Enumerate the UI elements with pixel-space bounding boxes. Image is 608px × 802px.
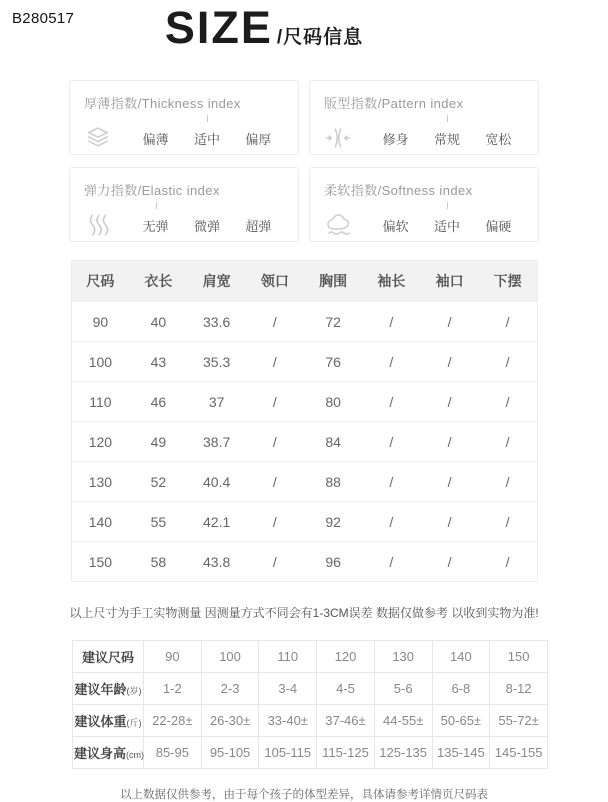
suggest-row — [73, 705, 548, 737]
size-table — [71, 260, 538, 582]
table-cell: / — [421, 462, 479, 502]
table-cell: / — [421, 342, 479, 382]
card-title: 柔软指数/Softness index — [324, 183, 473, 198]
row-label — [73, 705, 144, 737]
table-cell: 44-55± — [374, 705, 432, 737]
card-options — [324, 212, 524, 238]
table-cell: 150 — [490, 641, 548, 673]
card-options — [324, 125, 524, 151]
table-cell: / — [246, 462, 304, 502]
table-cell: 90 — [71, 302, 129, 342]
table-cell: 145-155 — [490, 737, 548, 769]
card-title: 厚薄指数/Thickness index — [84, 96, 241, 111]
row-label — [73, 673, 144, 705]
table-cell: 1-2 — [144, 673, 202, 705]
card-title: 弹力指数/Elastic index — [84, 183, 220, 198]
table-cell: 37-46± — [317, 705, 375, 737]
table-cell: / — [479, 342, 537, 382]
table-cell: 26-30± — [201, 705, 259, 737]
table-row — [71, 422, 537, 462]
measurement-note: 以上尺寸为手工实物测量 因测量方式不同会有1-3CM误差 数据仅做参考 以收到实物为准! — [69, 606, 539, 620]
table-cell: 85-95 — [144, 737, 202, 769]
option-label: 微弹 — [193, 218, 220, 234]
option-label: 超弹 — [245, 218, 272, 234]
row-label-unit: (斤) — [126, 718, 142, 728]
table-row — [71, 342, 537, 382]
table-cell: 40.4 — [188, 462, 246, 502]
table-cell: 130 — [374, 641, 432, 673]
table-cell: 8-12 — [490, 673, 548, 705]
table-cell: 38.7 — [188, 422, 246, 462]
table-cell: 4-5 — [317, 673, 375, 705]
table-row — [71, 302, 537, 342]
suggest-row — [73, 673, 548, 705]
row-label-unit: (cm) — [126, 750, 145, 760]
table-cell: 140 — [71, 502, 129, 542]
table-cell: 72 — [304, 302, 362, 342]
table-cell: 88 — [304, 462, 362, 502]
table-cell: / — [421, 382, 479, 422]
table-cell: 84 — [304, 422, 362, 462]
table-cell: 96 — [304, 542, 362, 582]
table-cell: 50-65± — [432, 705, 490, 737]
table-cell: / — [362, 502, 420, 542]
header-cell: 衣长 — [129, 261, 187, 302]
suggest-row — [73, 641, 548, 673]
table-cell: / — [362, 542, 420, 582]
table-cell: / — [362, 302, 420, 342]
table-cell: / — [362, 422, 420, 462]
header-cell: 尺码 — [71, 261, 129, 302]
table-cell: 49 — [129, 422, 187, 462]
table-cell: 5-6 — [374, 673, 432, 705]
size-table-body — [71, 302, 537, 582]
table-cell: 37 — [188, 382, 246, 422]
table-cell: 90 — [144, 641, 202, 673]
layers-icon — [84, 125, 130, 151]
table-cell: 55 — [129, 502, 187, 542]
table-cell: 92 — [304, 502, 362, 542]
table-cell: / — [479, 302, 537, 342]
suggest-row — [73, 737, 548, 769]
table-cell: 95-105 — [201, 737, 259, 769]
header-cell: 肩宽 — [188, 261, 246, 302]
header-cell: 胸围 — [304, 261, 362, 302]
table-cell: / — [421, 422, 479, 462]
table-row — [71, 382, 537, 422]
table-cell: / — [421, 502, 479, 542]
row-label-unit: (岁) — [126, 686, 142, 696]
table-cell: 125-135 — [374, 737, 432, 769]
option-label: 偏软 — [382, 218, 409, 234]
option-label: 适中 — [181, 129, 232, 148]
header-cell: 袖长 — [362, 261, 420, 302]
table-cell: / — [246, 542, 304, 582]
table-cell: 46 — [129, 382, 187, 422]
table-cell: 120 — [317, 641, 375, 673]
table-cell: 110 — [71, 382, 129, 422]
row-label — [73, 737, 144, 769]
table-cell: 40 — [129, 302, 187, 342]
card-title: 版型指数/Pattern index — [324, 96, 464, 111]
title-subtitle-text: /尺码信息 — [276, 27, 364, 48]
index-cards — [69, 80, 539, 242]
table-cell: / — [479, 422, 537, 462]
table-cell: 115-125 — [317, 737, 375, 769]
header-cell: 袖口 — [421, 261, 479, 302]
header-cell: 领口 — [246, 261, 304, 302]
title-size-text: SIZE — [164, 2, 273, 53]
table-cell: 42.1 — [188, 502, 246, 542]
table-cell: 135-145 — [432, 737, 490, 769]
table-header-row — [71, 261, 537, 302]
footer-note: 以上数据仅供参考，由于每个孩子的体型差异，具体请参考详情页尺码表 — [120, 789, 488, 801]
suggestion-table — [72, 640, 548, 769]
table-cell: 120 — [71, 422, 129, 462]
table-cell: / — [421, 542, 479, 582]
option-label: 无弹 — [130, 216, 181, 235]
table-cell: / — [246, 382, 304, 422]
option-label: 适中 — [421, 216, 472, 235]
table-cell: 3-4 — [259, 673, 317, 705]
table-cell: 52 — [129, 462, 187, 502]
table-cell: / — [479, 542, 537, 582]
compress-icon — [324, 125, 370, 151]
table-cell: / — [421, 302, 479, 342]
table-cell: / — [246, 302, 304, 342]
table-cell: 140 — [432, 641, 490, 673]
card-options — [84, 212, 284, 238]
table-cell: / — [362, 342, 420, 382]
row-label-text: 建议身高 — [74, 746, 127, 761]
table-cell: / — [246, 342, 304, 382]
pattern-index-card — [309, 80, 539, 155]
option-label: 宽松 — [485, 131, 512, 147]
product-code: B280517 — [12, 10, 75, 27]
table-cell: 33.6 — [188, 302, 246, 342]
table-cell: 55-72± — [490, 705, 548, 737]
elastic-index-card — [69, 167, 299, 242]
table-cell: 43.8 — [188, 542, 246, 582]
table-cell: 100 — [71, 342, 129, 382]
option-label: 偏厚 — [245, 131, 272, 147]
row-label-text: 建议尺码 — [81, 650, 134, 665]
size-info-page — [0, 2, 608, 801]
size-table-header — [71, 261, 537, 302]
row-label-text: 建议年龄 — [74, 682, 127, 697]
table-cell: / — [246, 502, 304, 542]
table-cell: / — [362, 382, 420, 422]
table-cell: 105-115 — [259, 737, 317, 769]
card-options — [84, 125, 284, 151]
row-label — [73, 641, 144, 673]
table-cell: 80 — [304, 382, 362, 422]
table-cell: / — [479, 462, 537, 502]
option-label: 偏薄 — [142, 131, 169, 147]
option-label: 常规 — [421, 129, 472, 148]
page-title — [0, 2, 568, 54]
cloud-icon — [324, 212, 370, 238]
table-cell: 22-28± — [144, 705, 202, 737]
table-cell: 150 — [71, 542, 129, 582]
table-cell: 33-40± — [259, 705, 317, 737]
table-cell: / — [246, 422, 304, 462]
table-cell: 43 — [129, 342, 187, 382]
header-cell: 下摆 — [479, 261, 537, 302]
table-cell: 76 — [304, 342, 362, 382]
table-cell: 6-8 — [432, 673, 490, 705]
option-label: 偏硬 — [485, 218, 512, 234]
table-cell: 130 — [71, 462, 129, 502]
table-row — [71, 462, 537, 502]
table-row — [71, 542, 537, 582]
table-cell: 100 — [201, 641, 259, 673]
waves-icon — [84, 212, 130, 238]
table-cell: / — [479, 502, 537, 542]
table-cell: 110 — [259, 641, 317, 673]
row-label-text: 建议体重 — [74, 714, 127, 729]
table-row — [71, 502, 537, 542]
table-cell: / — [479, 382, 537, 422]
softness-index-card — [309, 167, 539, 242]
table-cell: 35.3 — [188, 342, 246, 382]
thickness-index-card — [69, 80, 299, 155]
option-label: 修身 — [382, 131, 409, 147]
table-cell: / — [362, 462, 420, 502]
table-cell: 2-3 — [201, 673, 259, 705]
table-cell: 58 — [129, 542, 187, 582]
